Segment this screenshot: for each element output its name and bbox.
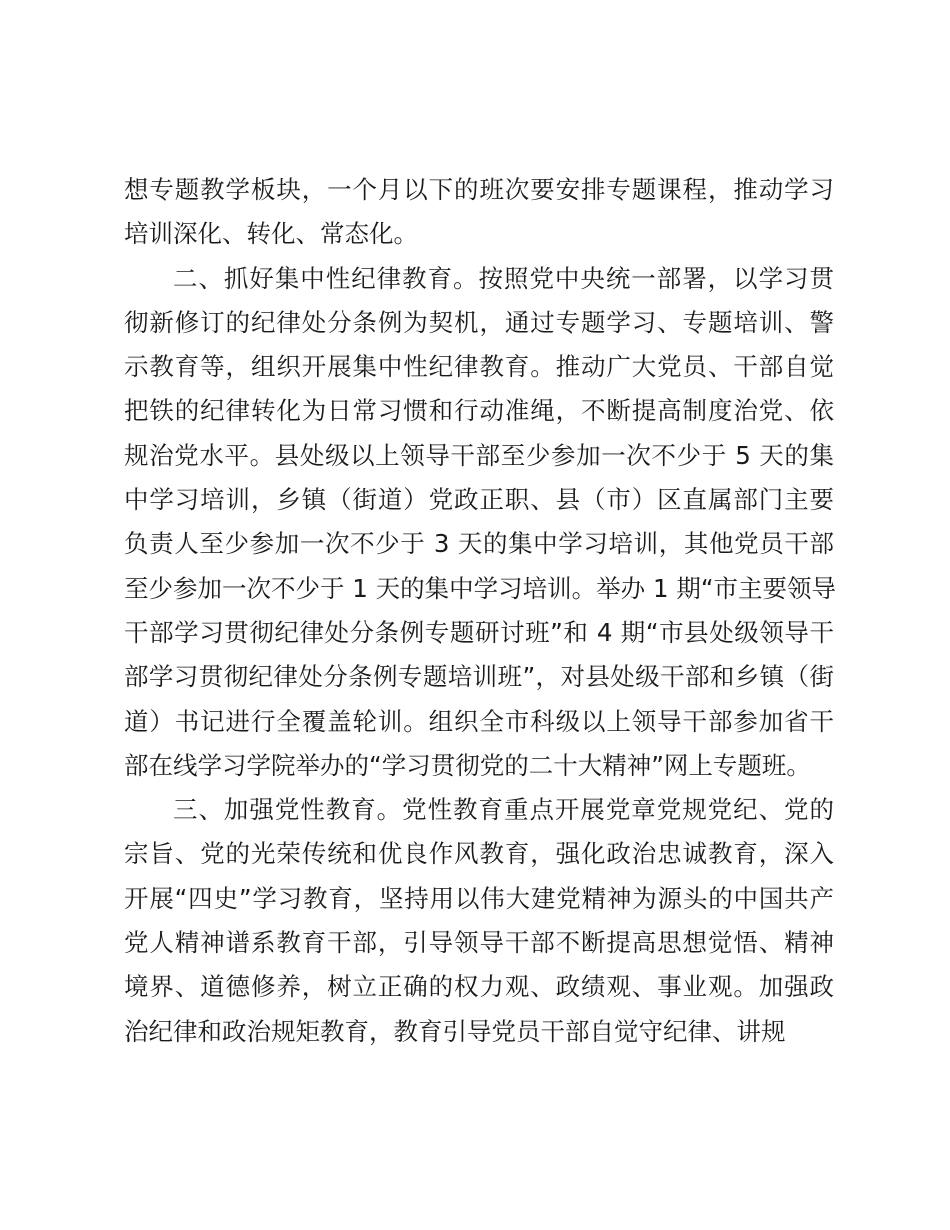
text-line: 党人精神谱系教育干部，引导领导干部不断提高思想觉悟、精神 bbox=[124, 928, 834, 958]
text-line: 干部学习贯彻纪律处分条例专题研讨班”和 4 期“市县处级领导干 bbox=[124, 617, 834, 647]
text-line: 开展“四史”学习教育，坚持用以伟大建党精神为源头的中国共产 bbox=[124, 883, 834, 913]
text-line: 境界、道德修养，树立正确的权力观、政绩观、事业观。加强政 bbox=[124, 972, 834, 1002]
text-line: 负责人至少参加一次不少于 3 天的集中学习培训，其他党员干部 bbox=[124, 529, 834, 559]
text-line: 规治党水平。县处级以上领导干部至少参加一次不少于 5 天的集 bbox=[124, 440, 834, 470]
text-line: 培训深化、转化、常态化。 bbox=[124, 219, 418, 249]
text-line: 彻新修订的纪律处分条例为契机，通过专题学习、专题培训、警 bbox=[124, 307, 834, 337]
paragraph-start-line: 二、抓好集中性纪律教育。按照党中央统一部署，以学习贯 bbox=[173, 263, 834, 293]
text-line: 部在线学习学院举办的“学习贯彻党的二十大精神”网上专题班。 bbox=[124, 750, 811, 780]
text-line: 至少参加一次不少于 1 天的集中学习培训。举办 1 期“市主要领导 bbox=[124, 573, 837, 603]
text-line: 中学习培训，乡镇（街道）党政正职、县（市）区直属部门主要 bbox=[124, 485, 834, 515]
text-line: 把铁的纪律转化为日常习惯和行动准绳，不断提高制度治党、依 bbox=[124, 396, 834, 426]
text-line: 道）书记进行全覆盖轮训。组织全市科级以上领导干部参加省干 bbox=[124, 706, 834, 736]
body-text bbox=[124, 168, 837, 1054]
paragraph-start-line: 三、加强党性教育。党性教育重点开展党章党规党纪、党的 bbox=[173, 795, 834, 825]
text-line: 想专题教学板块，一个月以下的班次要安排专题课程，推动学习 bbox=[124, 175, 834, 204]
text-line: 宗旨、党的光荣传统和优良作风教育，强化政治忠诚教育，深入 bbox=[124, 839, 834, 869]
text-line: 部学习贯彻纪律处分条例专题培训班”，对县处级干部和乡镇（街 bbox=[124, 662, 834, 692]
text-line: 示教育等，组织开展集中性纪律教育。推动广大党员、干部自觉 bbox=[124, 352, 834, 382]
text-line: 治纪律和政治规矩教育，教育引导党员干部自觉守纪律、讲规 bbox=[124, 1016, 786, 1046]
